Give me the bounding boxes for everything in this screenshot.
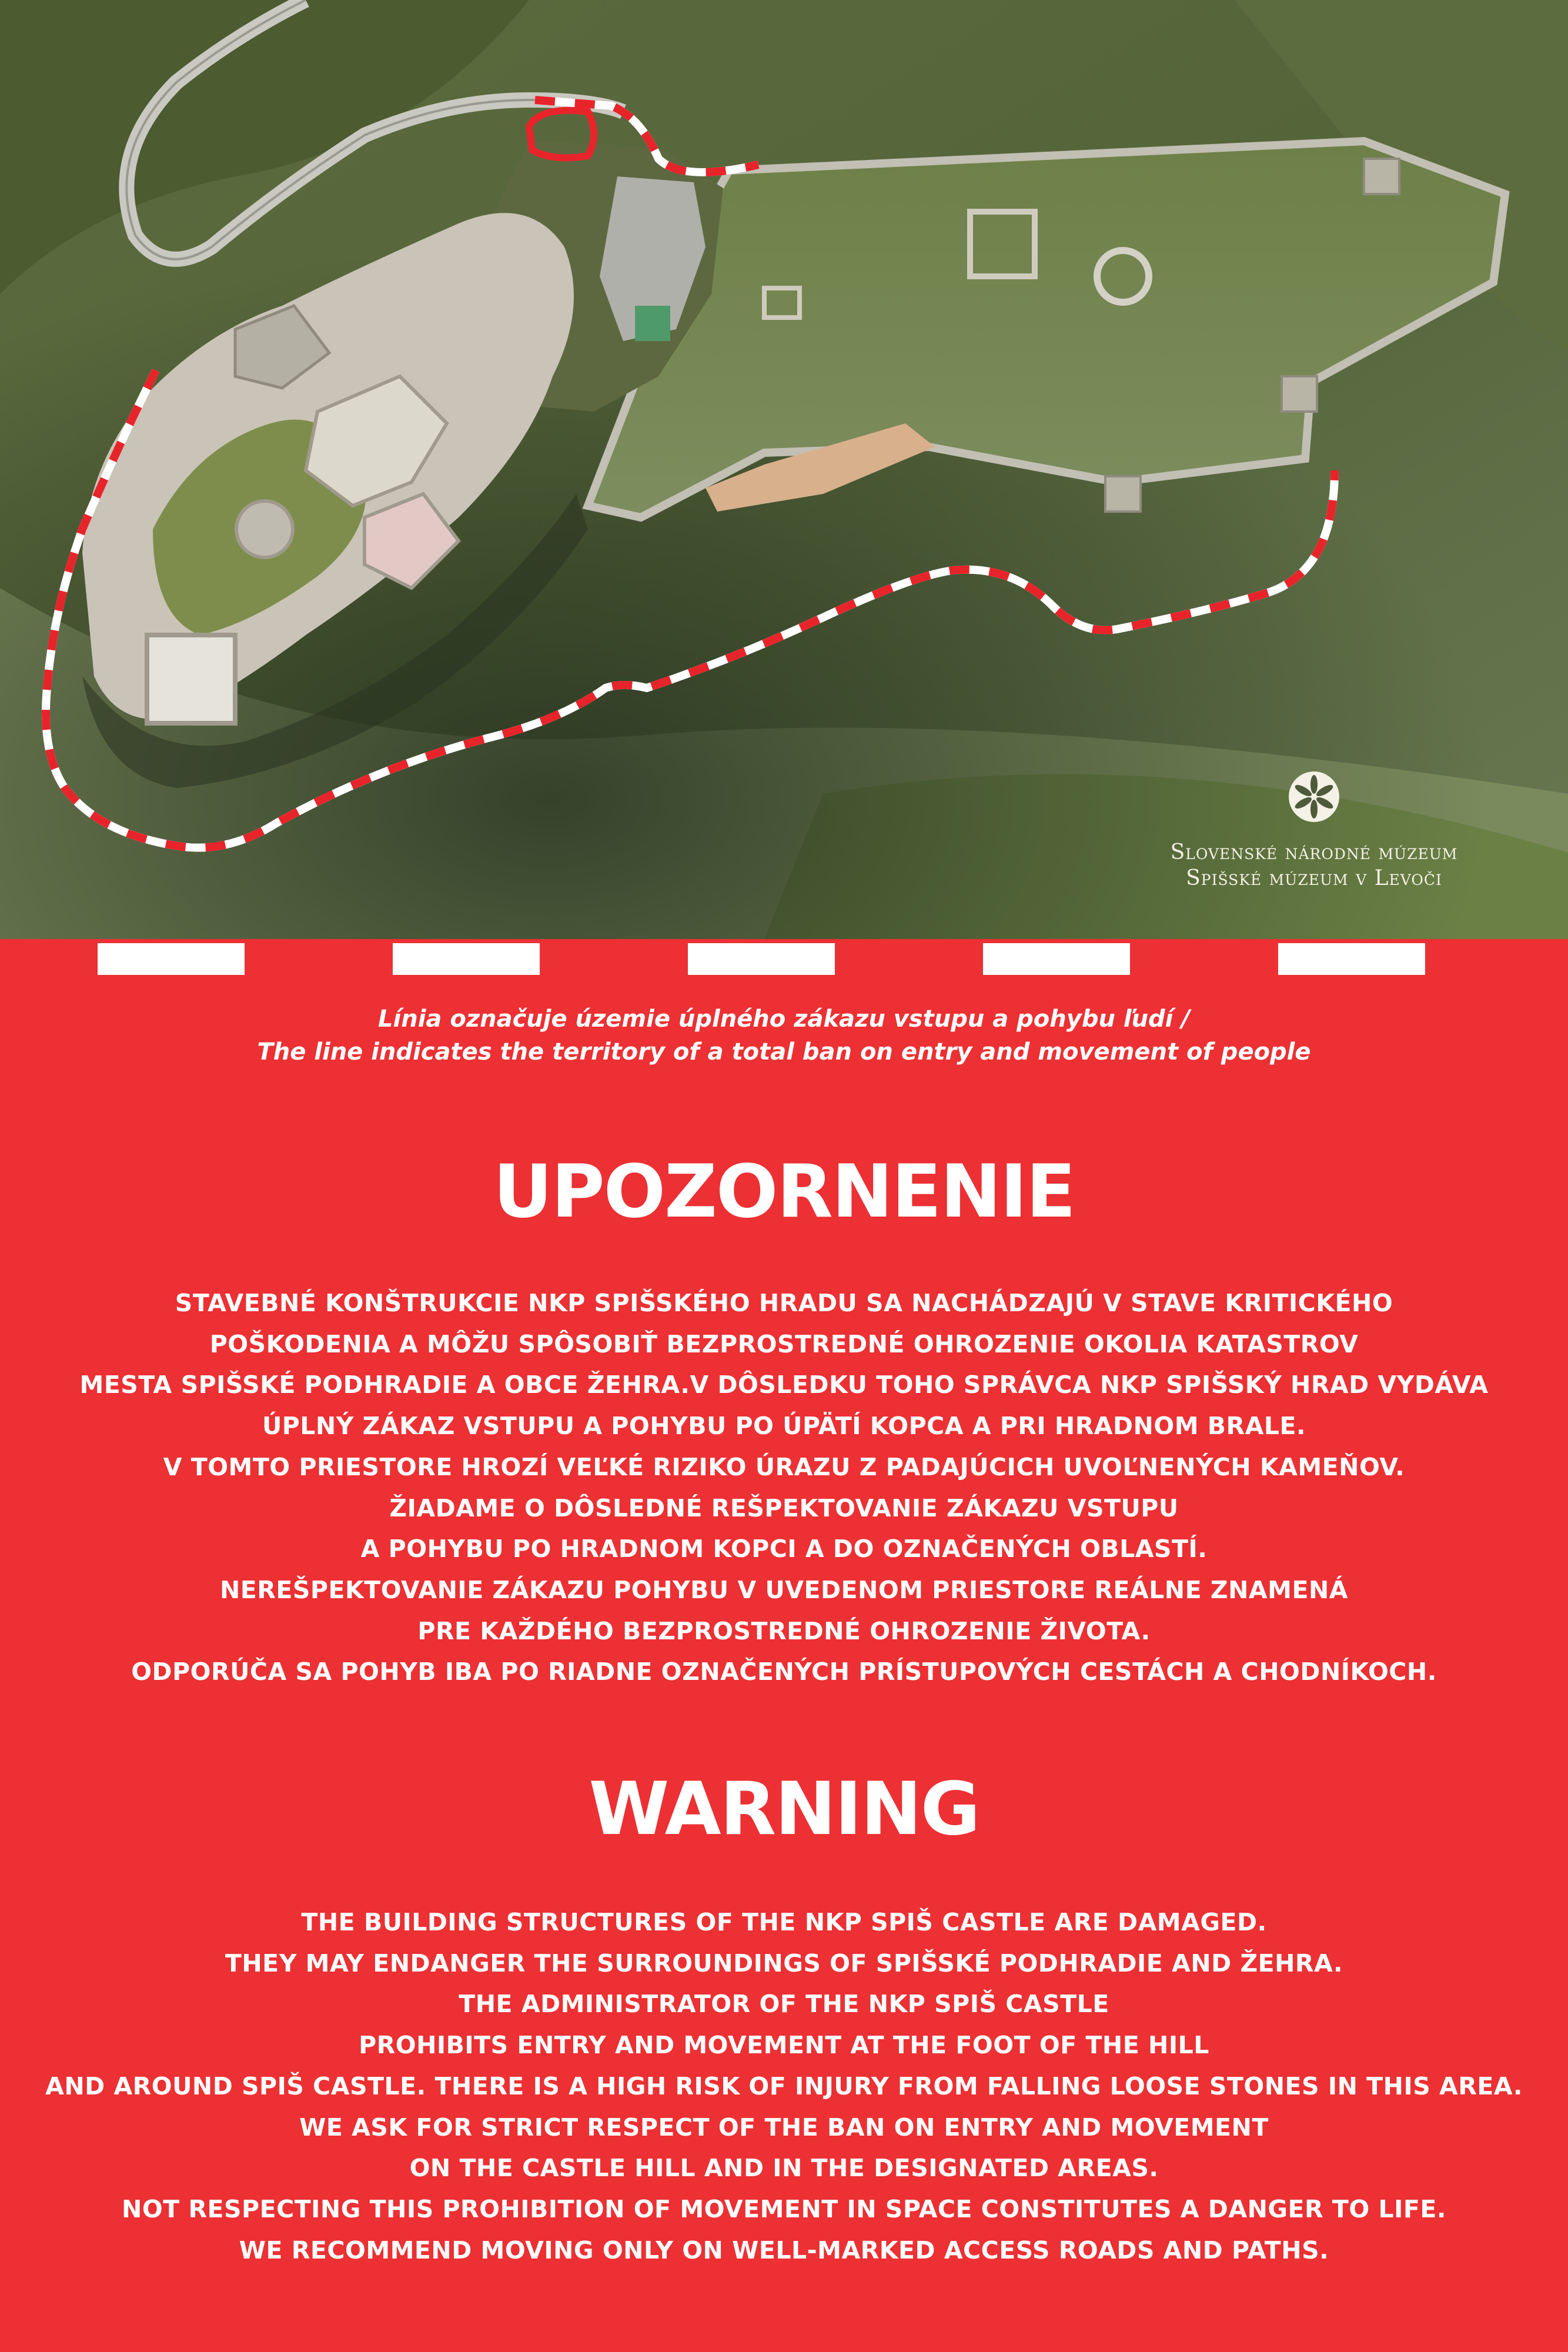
text-line: STAVEBNÉ KONŠTRUKCIE NKP SPIŠSKÉHO HRADU SA NACHÁDZAJÚ V STAVE KRITICKÉHO (175, 1289, 1393, 1317)
museum-logo (1144, 770, 1485, 891)
boundary-caption (0, 1003, 1568, 1068)
text-line: ŽIADAME O DÔSLEDNÉ REŠPEKTOVANIE ZÁKAZU VSTUPU (389, 1494, 1179, 1522)
text-line: THEY MAY ENDANGER THE SURROUNDINGS OF SPIŠSKÉ PODHRADIE AND ŽEHRA. (225, 1949, 1343, 1977)
text-line: THE BUILDING STRUCTURES OF THE NKP SPIŠ CASTLE ARE DAMAGED. (301, 1908, 1267, 1936)
text-line: A POHYBU PO HRADNOM KOPCI A DO OZNAČENÝCH OBLASTÍ. (360, 1535, 1208, 1563)
text-line: AND AROUND SPIŠ CASTLE. THERE IS A HIGH RISK OF INJURY FROM FALLING LOOSE STONES IN THIS AREA. (45, 2072, 1523, 2100)
text-line: ON THE CASTLE HILL AND IN THE DESIGNATED AREAS. (409, 2154, 1159, 2183)
text-line: WE RECOMMEND MOVING ONLY ON WELL-MARKED ACCESS ROADS AND PATHS. (239, 2236, 1329, 2264)
caption-en: The line indicates the territory of a total ban on entry and movement of people (257, 1038, 1311, 1065)
stripe-marker (1278, 943, 1425, 975)
text-line: THE ADMINISTRATOR OF THE NKP SPIŠ CASTLE (459, 1990, 1109, 2019)
stripe-marker (393, 943, 540, 975)
heading-upozornenie: UPOZORNENIE (493, 1150, 1075, 1234)
text-line: ODPORÚČA SA POHYB IBA PO RIADNE OZNAČENÝCH PRÍSTUPOVÝCH CESTÁCH A CHODNÍKOCH. (131, 1658, 1437, 1686)
text-line: PRE KAŽDÉHO BEZPROSTREDNÉ OHROZENIE ŽIVOTA. (417, 1616, 1151, 1645)
text-line: WE ASK FOR STRICT RESPECT OF THE BAN ON ENTRY AND MOVEMENT (299, 2113, 1269, 2141)
stripe-marker (983, 943, 1130, 975)
warning-text-en (0, 1902, 1568, 2271)
aerial-castle-photo (0, 0, 1568, 939)
stripe-marker (688, 943, 835, 975)
heading-warning: WARNING (589, 1767, 979, 1852)
text-line: NOT RESPECTING THIS PROHIBITION OF MOVEMENT IN SPACE CONSTITUTES A DANGER TO LIFE. (122, 2194, 1446, 2223)
text-line: PROHIBITS ENTRY AND MOVEMENT AT THE FOOT OF THE HILL (359, 2031, 1209, 2060)
flower-star-icon (1288, 770, 1340, 823)
text-line: NEREŠPEKTOVANIE ZÁKAZU POHYBU V UVEDENOM PRIESTORE REÁLNE ZNAMENÁ (219, 1575, 1349, 1604)
text-line: V TOMTO PRIESTORE HROZÍ VEĽKÉ RIZIKO ÚRAZU Z PADAJÚCICH UVOĽNENÝCH KAMEŇOV. (163, 1452, 1405, 1481)
museum-branch: Spišské múzeum v Levoči (1186, 866, 1442, 890)
stripe-marker (98, 943, 245, 975)
text-line: POŠKODENIA A MÔŽU SPÔSOBIŤ BEZPROSTREDNÉ OHROZENIE OKOLIA KATASTROV (209, 1329, 1359, 1358)
text-line: ÚPLNÝ ZÁKAZ VSTUPU A POHYBU PO ÚPÄTÍ KOPCA A PRI HRADNOM BRALE. (262, 1412, 1306, 1441)
warning-text-sk (0, 1283, 1568, 1693)
museum-name: Slovenské národné múzeum (1170, 840, 1458, 864)
caption-sk: Línia označuje územie úplného zákazu vstupu a pohybu ľudí / (378, 1005, 1190, 1033)
text-line: MESTA SPIŠSKÉ PODHRADIE A OBCE ŽEHRA.V DÔSLEDKU TOHO SPRÁVCA NKP SPIŠSKÝ HRAD VYDÁVA (79, 1371, 1489, 1399)
